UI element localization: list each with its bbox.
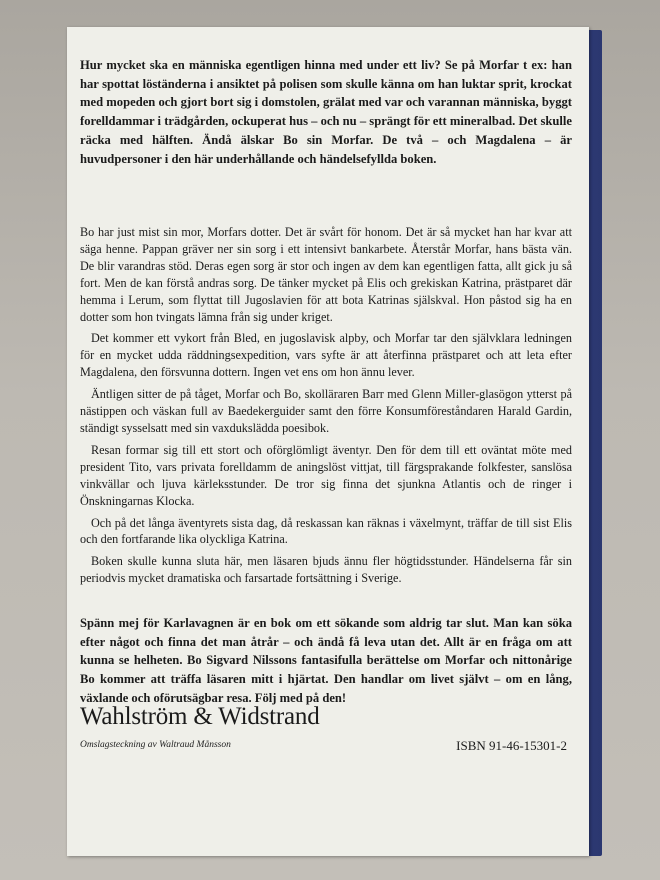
body-paragraph: Boken skulle kunna sluta här, men läsaren bjuds ännu fler högtidsstunder. Händelserna får sin periodvis mycket dramatiska och farsartade fortsättning i Sverige. bbox=[80, 554, 572, 586]
body-paragraph: Bo har just mist sin mor, Morfars dotter. Det är svårt för honom. Det är så mycket han har kvar att säga henne. Pappan gräver ner sin sorg i ett intensivt bankarbete. Återstår Morfar, hans bästa vän. De blir varandras stöd. Deras egen sorg är stor och ingen av dem kan egentligen fatta, allt gick ju så fort. Men de kan förstå andras sorg. De tänker mycket på Elis och grekiskan Katrina, prästparet där hemma i Lerum, som flyttat till Jugoslavien för att bota Katrinas själskval. Hon påstod sig ha en dotter som hon tvingats lämna från sig under kriget. bbox=[80, 225, 572, 324]
body-paragraph: Och på det långa äventyrets sista dag, då reskassan kan räknas i växelmynt, träffar de till sist Elis och den fortfarande lika olyckliga Katrina. bbox=[80, 515, 572, 547]
publisher-logo: Wahlström & Widstrand bbox=[80, 703, 320, 730]
body-paragraph: Det kommer ett vykort från Bled, en jugoslavisk alpby, och Morfar tar den självklara ledningen för en mycket udda räddningsexpedition, vars syfte är att återfinna prästparet och att leta efter Magdalena, den försvunna dottern. Ingen vet ens om hon ännu lever. bbox=[80, 331, 572, 380]
blurb-body bbox=[80, 224, 572, 592]
body-paragraph: Äntligen sitter de på tåget, Morfar och Bo, skolläraren Barr med Glenn Miller-glasögon ytterst på nästippen och väskan full av Baedekerguider samt den förre Konsumföreståndaren Harald Gardin, ständigt sysselsatt med sin vaxdukslädda poesibok. bbox=[80, 387, 572, 435]
lead-paragraph: Hur mycket ska en människa egentligen hinna med under ett liv? Se på Morfar t ex: han har spottat löständerna i ansiktet på polisen som skulle känna om han luktar sprit, krockat med mopeden och gjort bort sig i domstolen, grälat med var och varannan människa, byggt forelldammar i trädgården, ockuperat hus – och nu – sprängt för ett mineralbad. Det skulle räcka med hälften. Ändå älskar Bo sin Morfar. De två – och Magdalena – är huvudpersoner i den här underhållande och händelsefyllda boken. bbox=[80, 58, 572, 166]
cover-credit: Omslagsteckning av Waltraud Månsson bbox=[80, 740, 231, 750]
body-paragraph: Resan formar sig till ett stort och oförglömligt äventyr. Den för dem till ett oväntat möte med president Tito, vars privata forelldamm de aningslöst vittjat, till färgsprakande folkfester, sanslösa vinkvällar och ljuva kärleksstunder. De tror sig finna det sjunkna Atlantis och de ringer i Önskningarnas Klocka. bbox=[80, 442, 572, 508]
isbn-number: ISBN 91-46-15301-2 bbox=[456, 738, 567, 753]
closing-paragraph: Spänn mej för Karlavagnen är en bok om ett sökande som aldrig tar slut. Man kan söka efter något och finna det man åtrår – och ändå få leva utan det. Allt är en fråga om att kunna se helheten. Bo Sigvard Nilssons fantasifulla berättelse om Morfar och nittonårige Bo kommer att träffa läsaren mitt i hjärtat. Den handlar om livet självt – om en lång, växlande och oförutsägbar resa. Följ med på den! bbox=[80, 616, 572, 705]
